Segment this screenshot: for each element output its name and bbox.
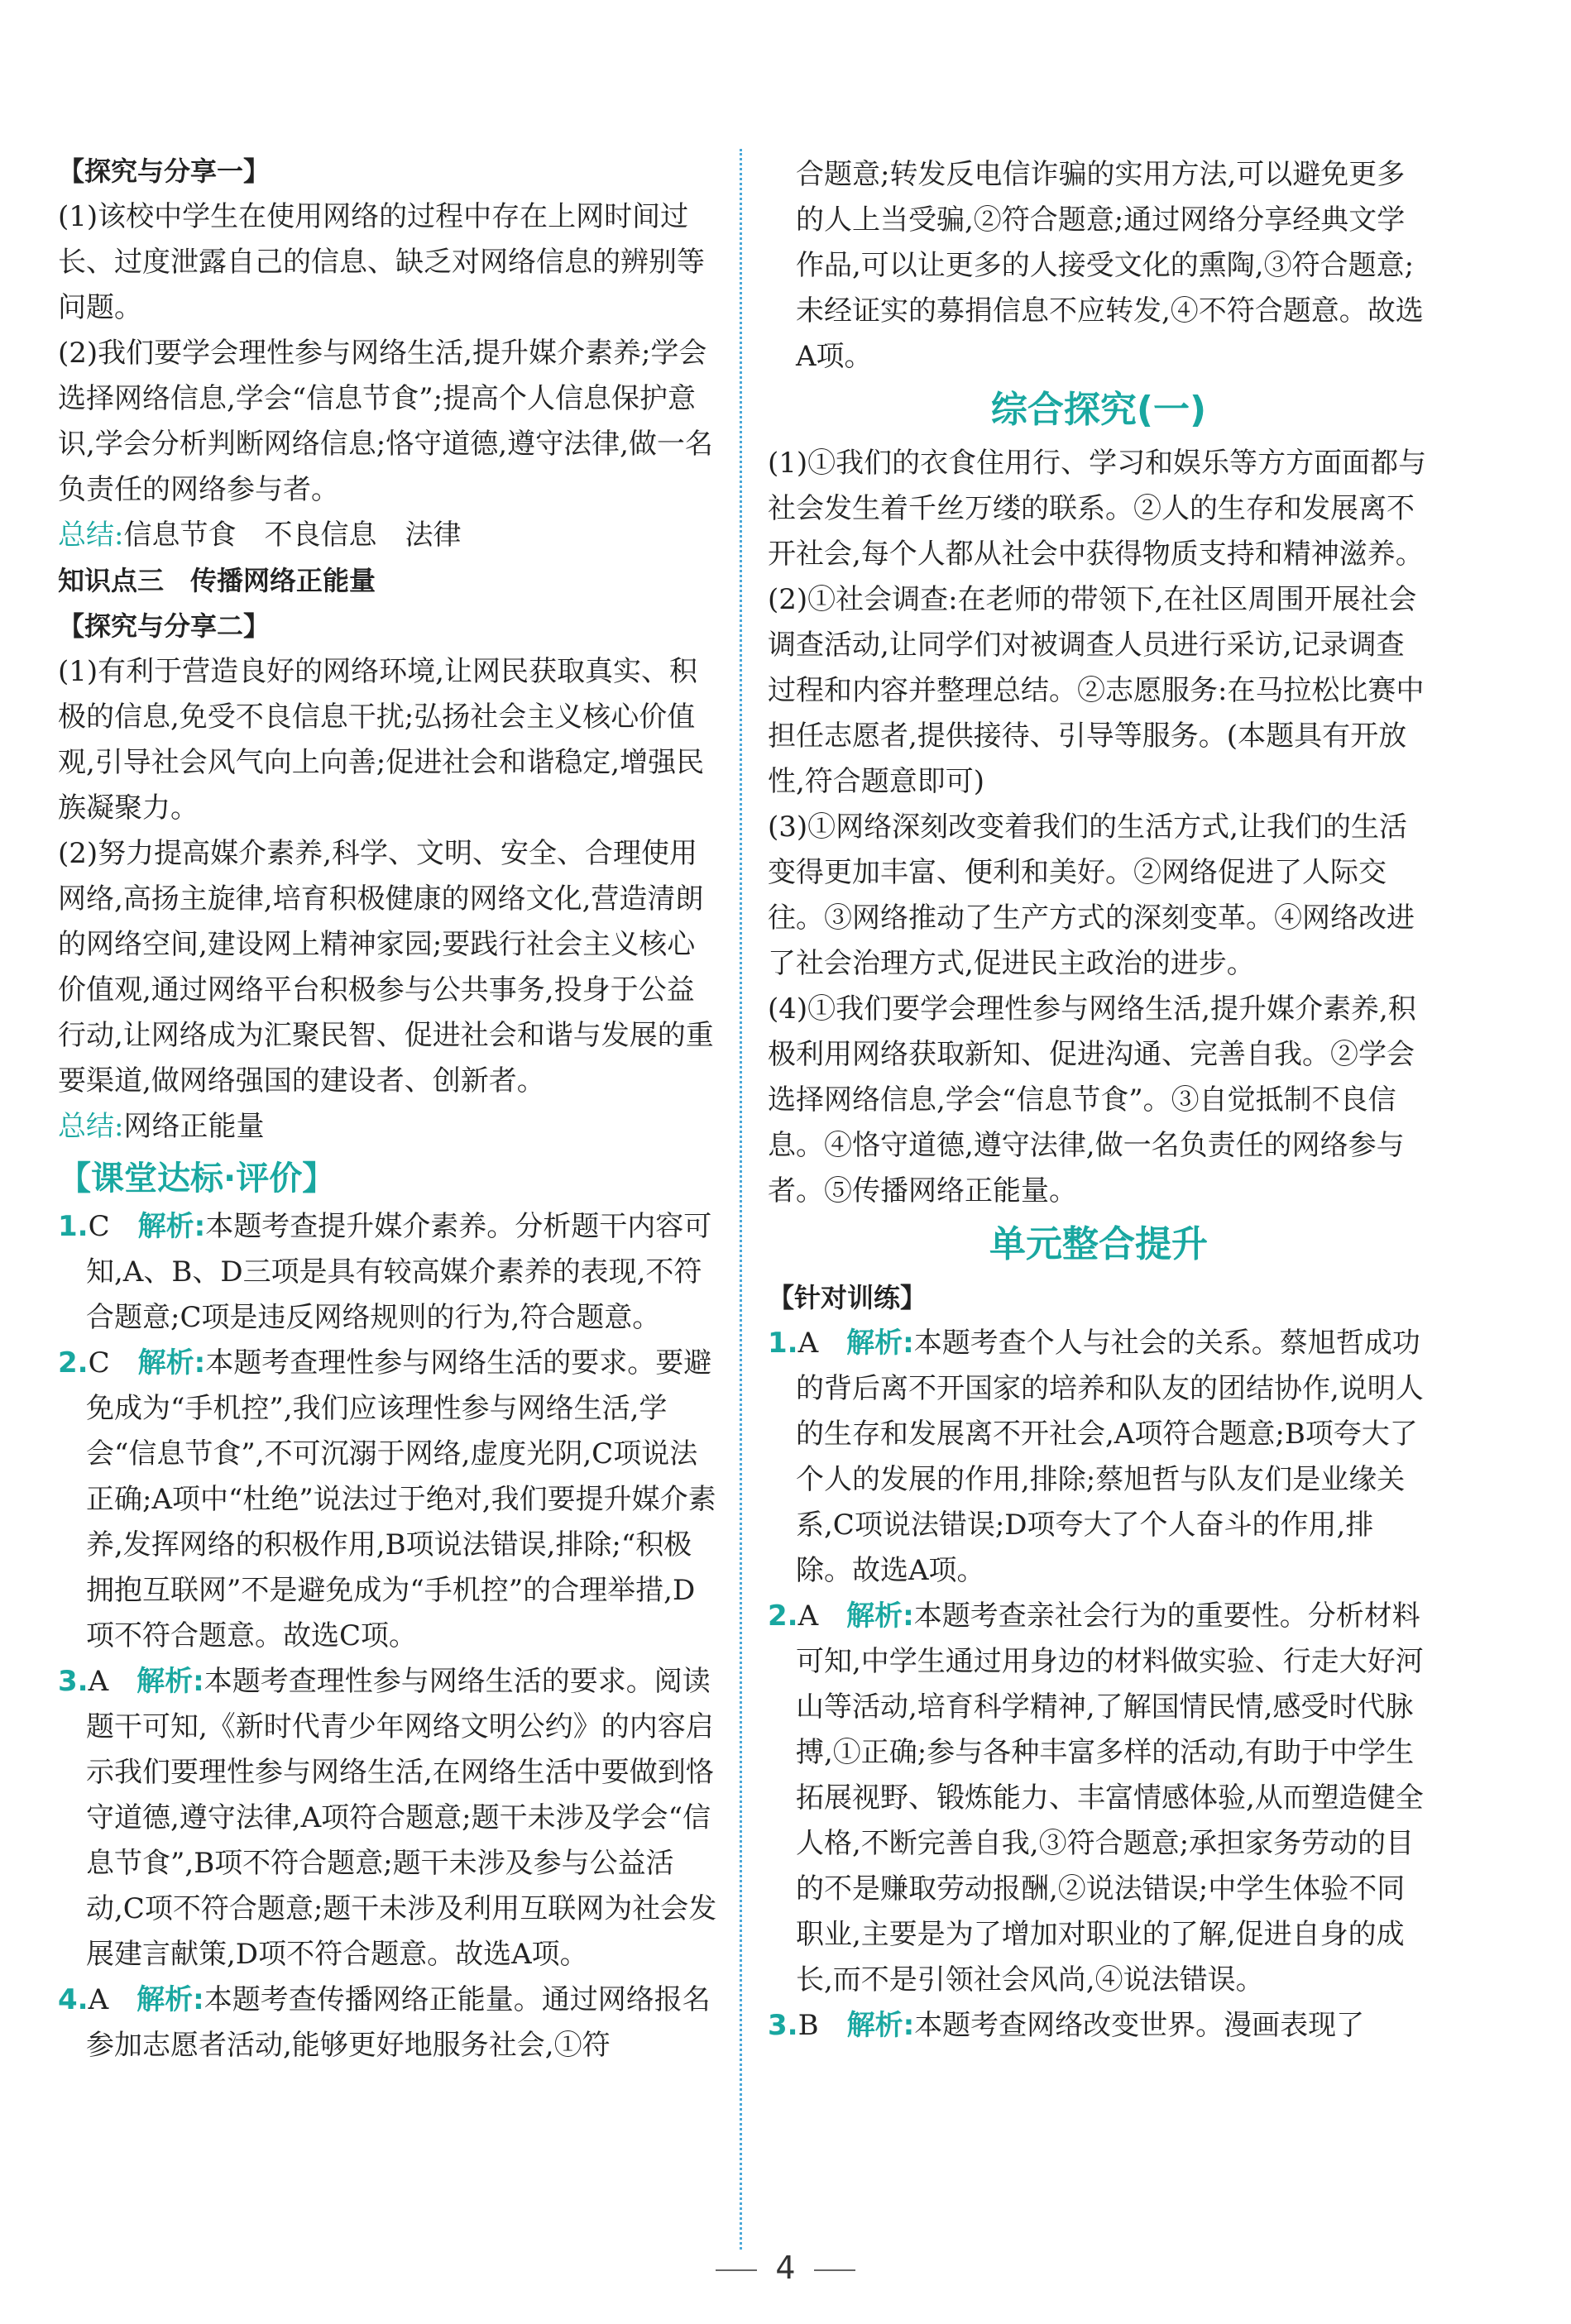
- question-number: 1.: [768, 1327, 798, 1360]
- analysis-text: 本题考查理性参与网络生活的要求。要避免成为“手机控”,我们应该理性参与网络生活,学会“信息节食”,不可沉溺于网络,虚度光阴,C项说法正确;A项中“杜绝”说法过于绝对,我们要提升媒介素养,发挥网络的积极作用,B项说法错误,排除;“积极拥抱互联网”不是避免成为“手机控”的合理举措,D项不符合题意。故选C项。: [86, 1346, 716, 1652]
- analysis-label: 解析:: [137, 1983, 204, 2016]
- question-answer: A: [88, 1665, 109, 1698]
- question-number: 3.: [58, 1665, 89, 1698]
- comprehensive-answer-4: (4)①我们要学会理性参与网络生活,提升媒介素养,积极利用网络获取新知、促进沟通、完善自我。②学会选择网络信息,学会“信息节食”。③自觉抵制不良信息。④恪守道德,遵守法律,做一名负责任的网络参与者。⑤传播网络正能量。: [768, 992, 1416, 1207]
- analysis-text: 本题考查理性参与网络生活的要求。阅读题干可知,《新时代青少年网络文明公约》的内容启示我们要理性参与网络生活,在网络生活中要做到恪守道德,遵守法律,A项符合题意;题干未涉及学会“信息节食”,B项不符合题意;题干未涉及参与公益活动,C项不符合题意;题干未涉及利用互联网为社会发展建言献策,D项不符合题意。故选A项。: [86, 1665, 717, 1971]
- explore2-heading: 【探究与分享二】: [58, 610, 271, 642]
- explore1-answer-2: (2)我们要学会理性参与网络生活,提升媒介素养;学会选择网络信息,学会“信息节食”;提高个人信息保护意识,学会分析判断网络信息;恪守道德,遵守法律,做一名负责任的网络参与者。: [58, 337, 713, 506]
- column-divider: [740, 149, 742, 2250]
- summary-text: 信息节食 不良信息 法律: [123, 519, 462, 552]
- question-answer: A: [88, 1983, 109, 2016]
- summary-label: 总结:: [58, 1110, 124, 1143]
- analysis-label: 解析:: [846, 1327, 914, 1360]
- question-item: [768, 1594, 1430, 2003]
- question-number: 4.: [58, 1983, 89, 2016]
- question-answer: C: [88, 1210, 110, 1243]
- analysis-label: 解析:: [137, 1346, 206, 1380]
- question-number: 2.: [768, 1600, 798, 1633]
- analysis-label: 解析:: [846, 1600, 914, 1633]
- question-item: [58, 1341, 720, 1659]
- question-item: [58, 1977, 720, 2068]
- comprehensive-answer-1: (1)①我们的衣食住用行、学习和娱乐等方方面面都与社会发生着千丝万缕的联系。②人的生存和发展离不开社会,每个人都从社会中获得物质支持和精神滋养。: [768, 447, 1427, 571]
- analysis-text: 本题考查个人与社会的关系。蔡旭哲成功的背后离不开国家的培养和队友的团结协作,说明人的生存和发展离不开社会,A项符合题意;B项夸大了个人的发展的作用,排除;蔡旭哲与队友们是业缘关系,C项说法错误;D项夸大了个人奋斗的作用,排除。故选A项。: [796, 1327, 1424, 1587]
- question-answer: A: [797, 1327, 819, 1360]
- analysis-label: 解析:: [137, 1210, 206, 1243]
- explore1-answer-1: (1)该校中学生在使用网络的过程中存在上网时间过长、过度泄露自己的信息、缺乏对网络信息的辨别等问题。: [58, 200, 705, 324]
- question-answer: A: [797, 1600, 819, 1633]
- comprehensive-inquiry-title: 综合探究(一): [990, 389, 1207, 431]
- footer-dash-right: [814, 2269, 855, 2271]
- footer-dash-left: [716, 2269, 757, 2271]
- analysis-text: 本题考查提升媒介素养。分析题干内容可知,A、B、D三项是具有较高媒介素养的表现,不符合题意;C项是违反网络规则的行为,符合题意。: [86, 1210, 712, 1334]
- question-item: [768, 2003, 1430, 2049]
- analysis-label: 解析:: [846, 2009, 915, 2042]
- unit-integration-title: 单元整合提升: [989, 1223, 1208, 1265]
- comprehensive-answer-2: (2)①社会调查:在老师的带领下,在社区周围开展社会调查活动,让同学们对被调查人员进行采访,记录调查过程和内容并整理总结。②志愿服务:在马拉松比赛中担任志愿者,提供接待、引导等服务。(本题具有开放性,符合题意即可): [768, 583, 1425, 798]
- explore2-answer-1: (1)有利于营造良好的网络环境,让网民获取真实、积极的信息,免受不良信息干扰;弘扬社会主义核心价值观,引导社会风气向上向善;促进社会和谐稳定,增强民族凝聚力。: [58, 655, 705, 825]
- explore1-heading: 【探究与分享一】: [58, 155, 271, 187]
- knowledge-point-3-heading: 知识点三 传播网络正能量: [58, 565, 376, 596]
- summary-label: 总结:: [58, 519, 124, 552]
- question-item: [768, 1321, 1430, 1594]
- training-heading: 【针对训练】: [768, 1282, 927, 1313]
- right-column: [768, 152, 1430, 2049]
- analysis-text: 本题考查传播网络正能量。通过网络报名参加志愿者活动,能够更好地服务社会,①符: [86, 1983, 711, 2062]
- page-number: 4: [775, 2250, 796, 2286]
- explore2-answer-2: (2)努力提高媒介素养,科学、文明、安全、合理使用网络,高扬主旋律,培育积极健康的网络文化,营造清朗的网络空间,建设网上精神家园;要践行社会主义核心价值观,通过网络平台积极参与公共事务,投身于公益行动,让网络成为汇聚民智、促进社会和谐与发展的重要渠道,做网络强国的建设者、创新者。: [58, 837, 714, 1097]
- analysis-text: 本题考查网络改变世界。漫画表现了: [914, 2009, 1365, 2042]
- analysis-text: 本题考查亲社会行为的重要性。分析材料可知,中学生通过用身边的材料做实验、行走大好河山等活动,培育科学精神,了解国情民情,感受时代脉搏,①正确;参与各种丰富多样的活动,有助于中学生拓展视野、锻炼能力、丰富情感体验,从而塑造健全人格,不断完善自我,③符合题意;承担家务劳动的目的不是赚取劳动报酬,②说法错误;中学生体验不同职业,主要是为了增加对职业的了解,促进自身的成长,而不是引领社会风尚,④说法错误。: [796, 1600, 1424, 1996]
- page-footer: [0, 2250, 1571, 2286]
- summary-2: [58, 1104, 720, 1150]
- summary-text: 网络正能量: [123, 1110, 265, 1143]
- comprehensive-answer-3: (3)①网络深刻改变着我们的生活方式,让我们的生活变得更加丰富、便利和美好。②网络促进了人际交往。③网络推动了生产方式的深刻变革。④网络改进了社会治理方式,促进民主政治的进步。: [768, 811, 1415, 980]
- question-answer: B: [797, 2009, 819, 2042]
- question-number: 3.: [768, 2009, 798, 2042]
- question-number: 2.: [58, 1346, 89, 1380]
- class-assessment-heading: 【课堂达标·评价】: [58, 1160, 336, 1198]
- question-answer: C: [88, 1346, 110, 1380]
- left-column: [58, 149, 720, 2068]
- question-item: [58, 1204, 720, 1341]
- question-item: [58, 1659, 720, 1977]
- analysis-label: 解析:: [137, 1665, 204, 1698]
- summary-1: [58, 513, 720, 558]
- continued-answer: 合题意;转发反电信诈骗的实用方法,可以避免更多的人上当受骗,②符合题意;通过网络分享经典文学作品,可以让更多的人接受文化的熏陶,③符合题意;未经证实的募捐信息不应转发,④不符合题意。故选A项。: [796, 158, 1424, 373]
- question-number: 1.: [58, 1210, 89, 1243]
